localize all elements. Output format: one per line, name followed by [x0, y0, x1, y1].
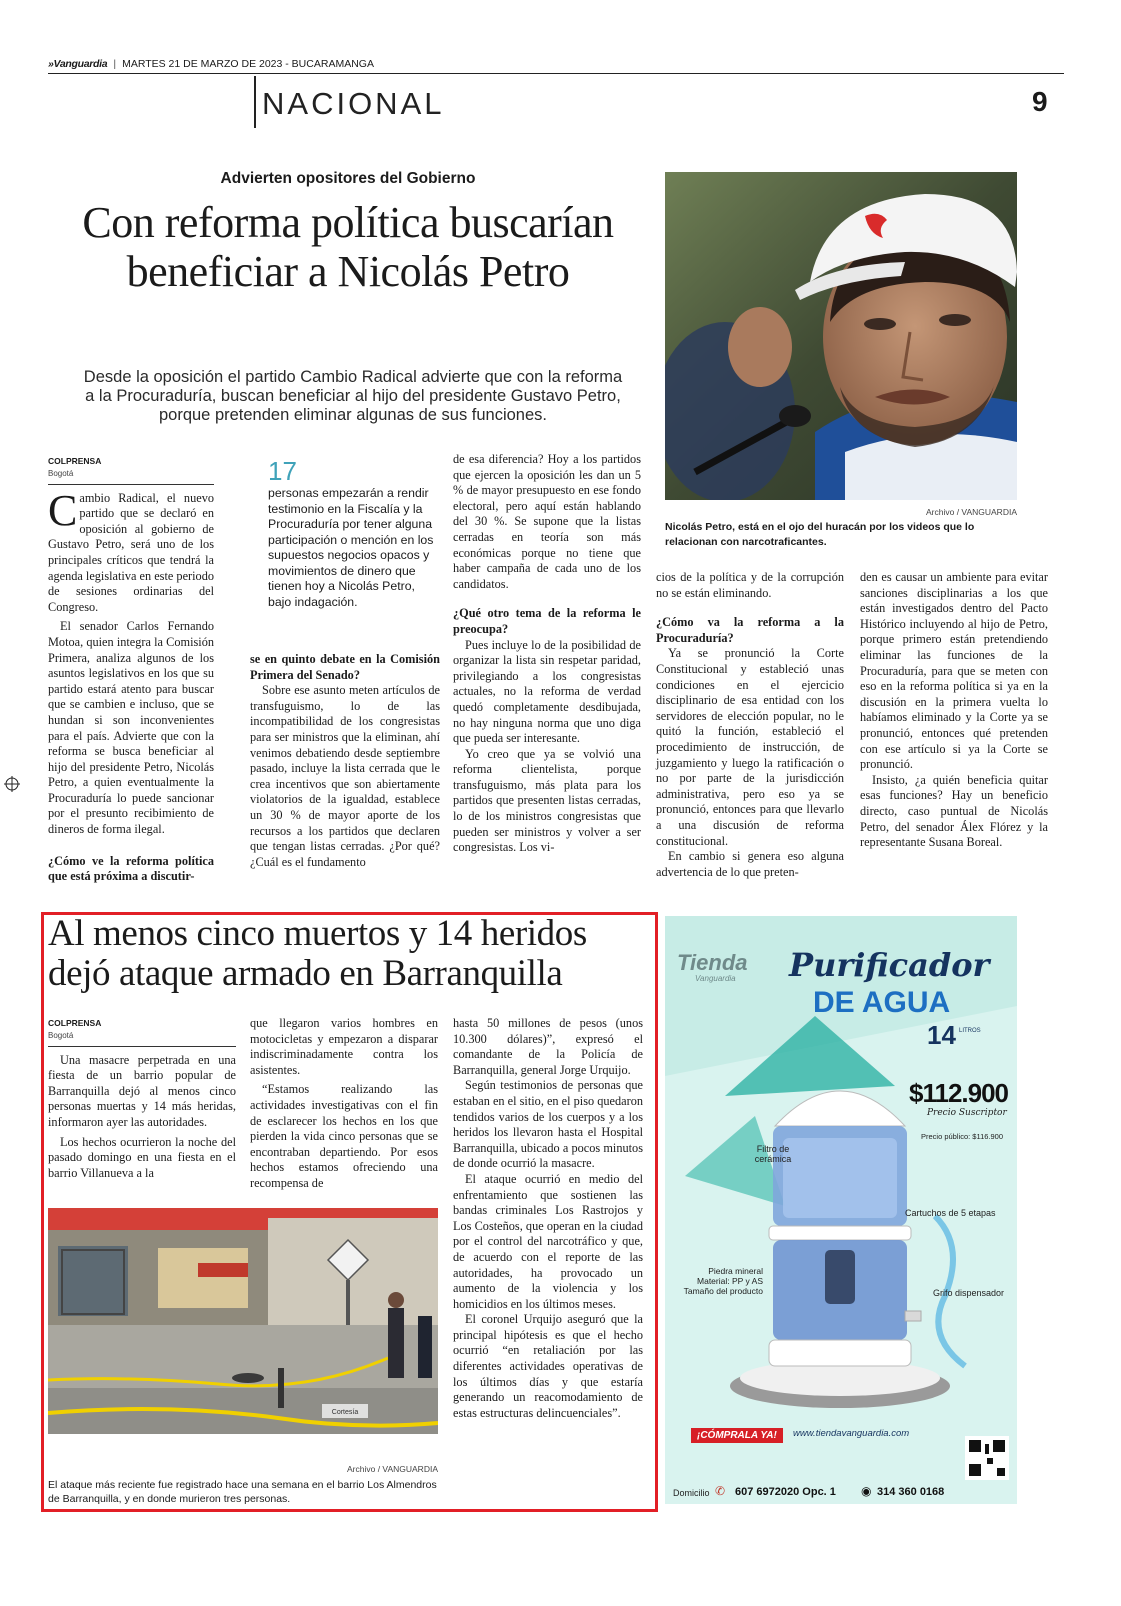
ad-title-line1: Purificador: [789, 946, 990, 984]
paragraph: En cambio si genera eso alguna advertencia de lo que preten-: [656, 849, 844, 879]
interview-question: ¿Qué otro tema de la reforma le preocupa?: [453, 606, 641, 636]
paragraph: El ataque ocurrió en medio del enfrentamiento que sostienen las bandas criminales Los Rastrojos y Los Costeños, que operan en la ciudad por el control del narcotráfico y que, de acuerdo con el reporte de las autoridades, ha provocado un aumento de la violencia y los homicidios en los últimos meses.: [453, 1171, 643, 1311]
paragraph: El coronel Urquijo aseguró que la principal hipótesis es que el hecho ocurrió “en retaliación por las diferentes actividades operativas de los últimos días y que estaría generando un reacomodamiento de estas estructuras delincuenciales”.: [453, 1312, 643, 1420]
paragraph: Una masacre perpetrada en una fiesta de un barrio popular de Barranquilla dejó al menos cinco personas muertas y 14 más heridas, informaron ayer las autoridades.: [48, 1052, 236, 1129]
section-divider: [254, 76, 256, 128]
whatsapp-icon: ◉: [861, 1484, 872, 1498]
ad-price-label: Precio Suscriptor: [927, 1108, 1007, 1118]
byline-city: Bogotá: [48, 1028, 236, 1047]
masthead-dateline: MARTES 21 DE MARZO DE 2023 - BUCARAMANGA: [122, 58, 374, 70]
paragraph: El senador Carlos Fernando Motoa, quien integra la Comisión Primera, analiza algunos de los asuntos legislativos en los que su partido estará atento para buscar que se cambien e incluso, que se hundan si son inconvenientes para el país. Advierte que con la reforma se busca beneficiar al hijo del presidente Petro, Nicolás Petro, a quien eventualmente la Procuraduría lo puede sancionar por el presunto recibimiento de dineros de forma ilegal.: [48, 619, 214, 837]
paragraph: Los hechos ocurrieron la noche del pasado domingo en una fiesta en el barrio Villanueva a la: [48, 1134, 236, 1180]
paragraph: Según testimonios de personas que estaban en el sitio, en el piso quedaron tendidos varios de los cuerpos y a los heridos los llevaron hasta el Hospital Barranquilla, ubicado a pocos minutos de donde ocurrió la masacre.: [453, 1078, 643, 1171]
nicolas-petro-illustration: [665, 172, 1017, 500]
registration-mark-icon: [4, 776, 20, 792]
nicolas-petro-photo: [665, 172, 1017, 500]
stat-callout: [268, 456, 440, 610]
second-article-column-1: [48, 1018, 236, 1181]
paragraph-text: ambio Radical, el nuevo partido que se declaró en oposición al gobierno de Gustavo Petro, será uno de los principales críticos que tendrá la agenda legislativa en este periodo de sesiones ordinarias del Congreso.: [48, 490, 214, 614]
ad-public-price: Precio público: $116.900: [921, 1132, 1004, 1141]
paragraph: cios de la política y de la corrupción no se están eliminando.: [656, 570, 844, 600]
crime-scene-photo: [48, 1208, 438, 1434]
ad-contact-label: Domicilio: [673, 1488, 710, 1498]
drop-cap: C: [48, 485, 78, 535]
ad-feature-stone: Piedra mineral Material: PP y AS Tamaño del producto: [683, 1266, 763, 1296]
article-column-2: [250, 652, 440, 870]
photo-watermark: Cortesía: [331, 1409, 359, 1416]
interview-question: ¿Cómo ve la reforma política que está próxima a discutir-: [48, 853, 214, 884]
masthead: [48, 58, 1064, 74]
article-column-4: [656, 570, 844, 880]
section-title: NACIONAL: [262, 86, 445, 121]
crime-scene-illustration: [48, 1208, 438, 1434]
second-article-headline: Al menos cinco muertos y 14 heridos dejó ataque armado en Barranquilla: [48, 913, 587, 994]
ad-phone: 607 6972020 Opc. 1: [735, 1486, 836, 1498]
byline-city: Bogotá: [48, 466, 214, 485]
phone-icon: ✆: [715, 1484, 726, 1498]
masthead-separator: |: [113, 58, 117, 70]
masthead-brand: »Vanguardia: [48, 58, 108, 70]
paragraph: Insisto, ¿a quién beneficia quitar esas funciones? Hay un beneficio directo, caso puntual de Nicolás Petro, del senador Álex Flórez y la representante Susana Boreal.: [860, 772, 1048, 850]
ad-cta-button[interactable]: ¡CÓMPRALA YA!: [691, 1428, 783, 1443]
article-kicker: Advierten opositores del Gobierno: [220, 170, 476, 187]
ad-feature-cartridges: Cartuchos de 5 etapas: [905, 1208, 996, 1218]
photo-credit: Archivo / VANGUARDIA: [925, 507, 1017, 517]
paragraph: “Estamos realizando las actividades investigativas con el fin de esclarecer los hechos en los que pierden la vida cinco personas que se encontraban departiendo. Por esos hechos estamos ofreciendo una recompensa de: [250, 1082, 438, 1190]
ad-feature-filter: Filtro de cerámica: [754, 1144, 792, 1164]
water-purifier-ad[interactable]: [665, 916, 1017, 1504]
paragraph: Ya se pronunció la Corte Constitucional y estableció unas condiciones en el ejercicio disciplinario de esa entidad con los servidores de elección popular, no le quitó la función, estableció el procedimiento de instrucción, de juzgamiento y luego la ratificación o no por parte de la jurisdicción administrativa, pero eso ya se pronunció, entonces para que llevarlo a una discusión de reforma constitucional.: [656, 646, 844, 848]
article-headline: Con reforma política buscarían beneficiar a Nicolás Petro: [82, 198, 614, 296]
photo-credit: Archivo / VANGUARDIA: [346, 1464, 438, 1474]
paragraph: Yo creo que ya se volvió una reforma clientelista, porque transfuguismo, más plata para los partidos que presenten listas cerradas, lo de los ministros congresistas que pueden ser ministros y volver a ser congresistas. Los vi-: [453, 746, 641, 855]
paragraph: [48, 485, 214, 616]
ad-store-name: Tienda: [677, 950, 748, 975]
paragraph: que llegaron varios hombres en motocicletas y empezaron a disparar indiscriminadamente contra los asistentes.: [250, 1016, 438, 1077]
ad-price: $112.900: [909, 1078, 1009, 1108]
interview-question: se en quinto debate en la Comisión Primera del Senado?: [250, 652, 440, 682]
byline-agency: COLPRENSA: [48, 456, 102, 466]
photo-caption: El ataque más reciente fue registrado hace una semana en el barrio Los Almendros de Barranquilla, y en donde murieron tres personas.: [48, 1479, 437, 1505]
paragraph: den es causar un ambiente para evitar sanciones disciplinarias a los que están investigados dentro del Pacto Histórico incluyendo al hijo de Petro, porque primero están pretendiendo eliminar las funciones de la Procuraduría, para que se meten con eso en la reforma política si ya en la discusión en la primera vuelta lo habíamos eliminado y la Corte ya se pronunció, entonces qué pretenden con ese artículo si ya la Corte se pronunció.: [860, 570, 1048, 772]
byline-agency: COLPRENSA: [48, 1018, 102, 1028]
interview-question: ¿Cómo va la reforma a la Procuraduría?: [656, 615, 844, 645]
ad-capacity-unit: LITROS: [959, 1028, 981, 1034]
photo-caption: Nicolás Petro, está en el ojo del huracán por los videos que lo relacionan con narcotraficantes.: [665, 521, 975, 548]
page-number: 9: [1032, 86, 1048, 117]
article-column-5: [860, 570, 1048, 851]
paragraph: de esa diferencia? Hoy a los partidos que ejercen la oposición les dan un 5 % de mayor presupuesto en ese fondo electoral, pero aquí están hablando del 30 %. Se supone que la listas cerradas en teoría son más económicas porque no tiene que haber campaña de cada uno de los candidatos.: [453, 452, 641, 591]
ad-whatsapp: 314 360 0168: [877, 1486, 945, 1498]
second-article-column-3: [453, 1016, 643, 1421]
stat-text: personas empezarán a rendir testimonio en la Fiscalía y la Procuraduría por tener alguna participación o mención en los supuestos negocios opacos y movimientos de dinero que tienen hoy a Nicolás Petro, bajo indagación.: [268, 486, 434, 609]
ad-title-line2: DE AGUA: [813, 986, 951, 1019]
paragraph: Pues incluye lo de la posibilidad de organizar la lista sin respetar paridad, privilegiando a los congresistas actuales, no la reforma de verdad quedó completamente desdibujada, no hay ninguna norma que uno diga que pueda ser interesante.: [453, 637, 641, 746]
second-article-column-2: [250, 1016, 438, 1192]
ad-capacity: 14: [927, 1020, 956, 1050]
article-dek: Desde la oposición el partido Cambio Radical advierte que con la reforma a la Procuraduría, buscan beneficiar al hijo del presidente Gustavo Petro, porque pretenden eliminar algunas de sus funciones.: [83, 368, 623, 424]
paragraph: hasta 50 millones de pesos (unos 10.300 dólares)”, expresó el comandante de la Policía de Barranquilla, general Jorge Urquijo.: [453, 1016, 643, 1077]
ad-store-sub: Vanguardia: [695, 974, 736, 983]
article-column-3: [453, 452, 641, 856]
ad-website-link[interactable]: www.tiendavanguardia.com: [793, 1428, 910, 1439]
paragraph: Sobre ese asunto meten artículos de transfuguismo, lo de las incompatibilidad de los congresistas para ser ministros que la eliminan, ahí venimos debatiendo desde septiembre pasado, incluye la lista cerrada que le crea incentivos que son abiertamente violatorios de la igualdad, establece un 30 % de mayor aporte de los recursos a los partidos que declaren que tengan listas cerradas. ¿Por qué? ¿Cuál es el fundamento: [250, 683, 440, 869]
stat-number: 17: [268, 456, 297, 486]
article-column-1: [48, 456, 214, 885]
ad-feature-faucet: Grifo dispensador: [933, 1288, 1005, 1298]
qr-code-icon[interactable]: [965, 1436, 1009, 1480]
